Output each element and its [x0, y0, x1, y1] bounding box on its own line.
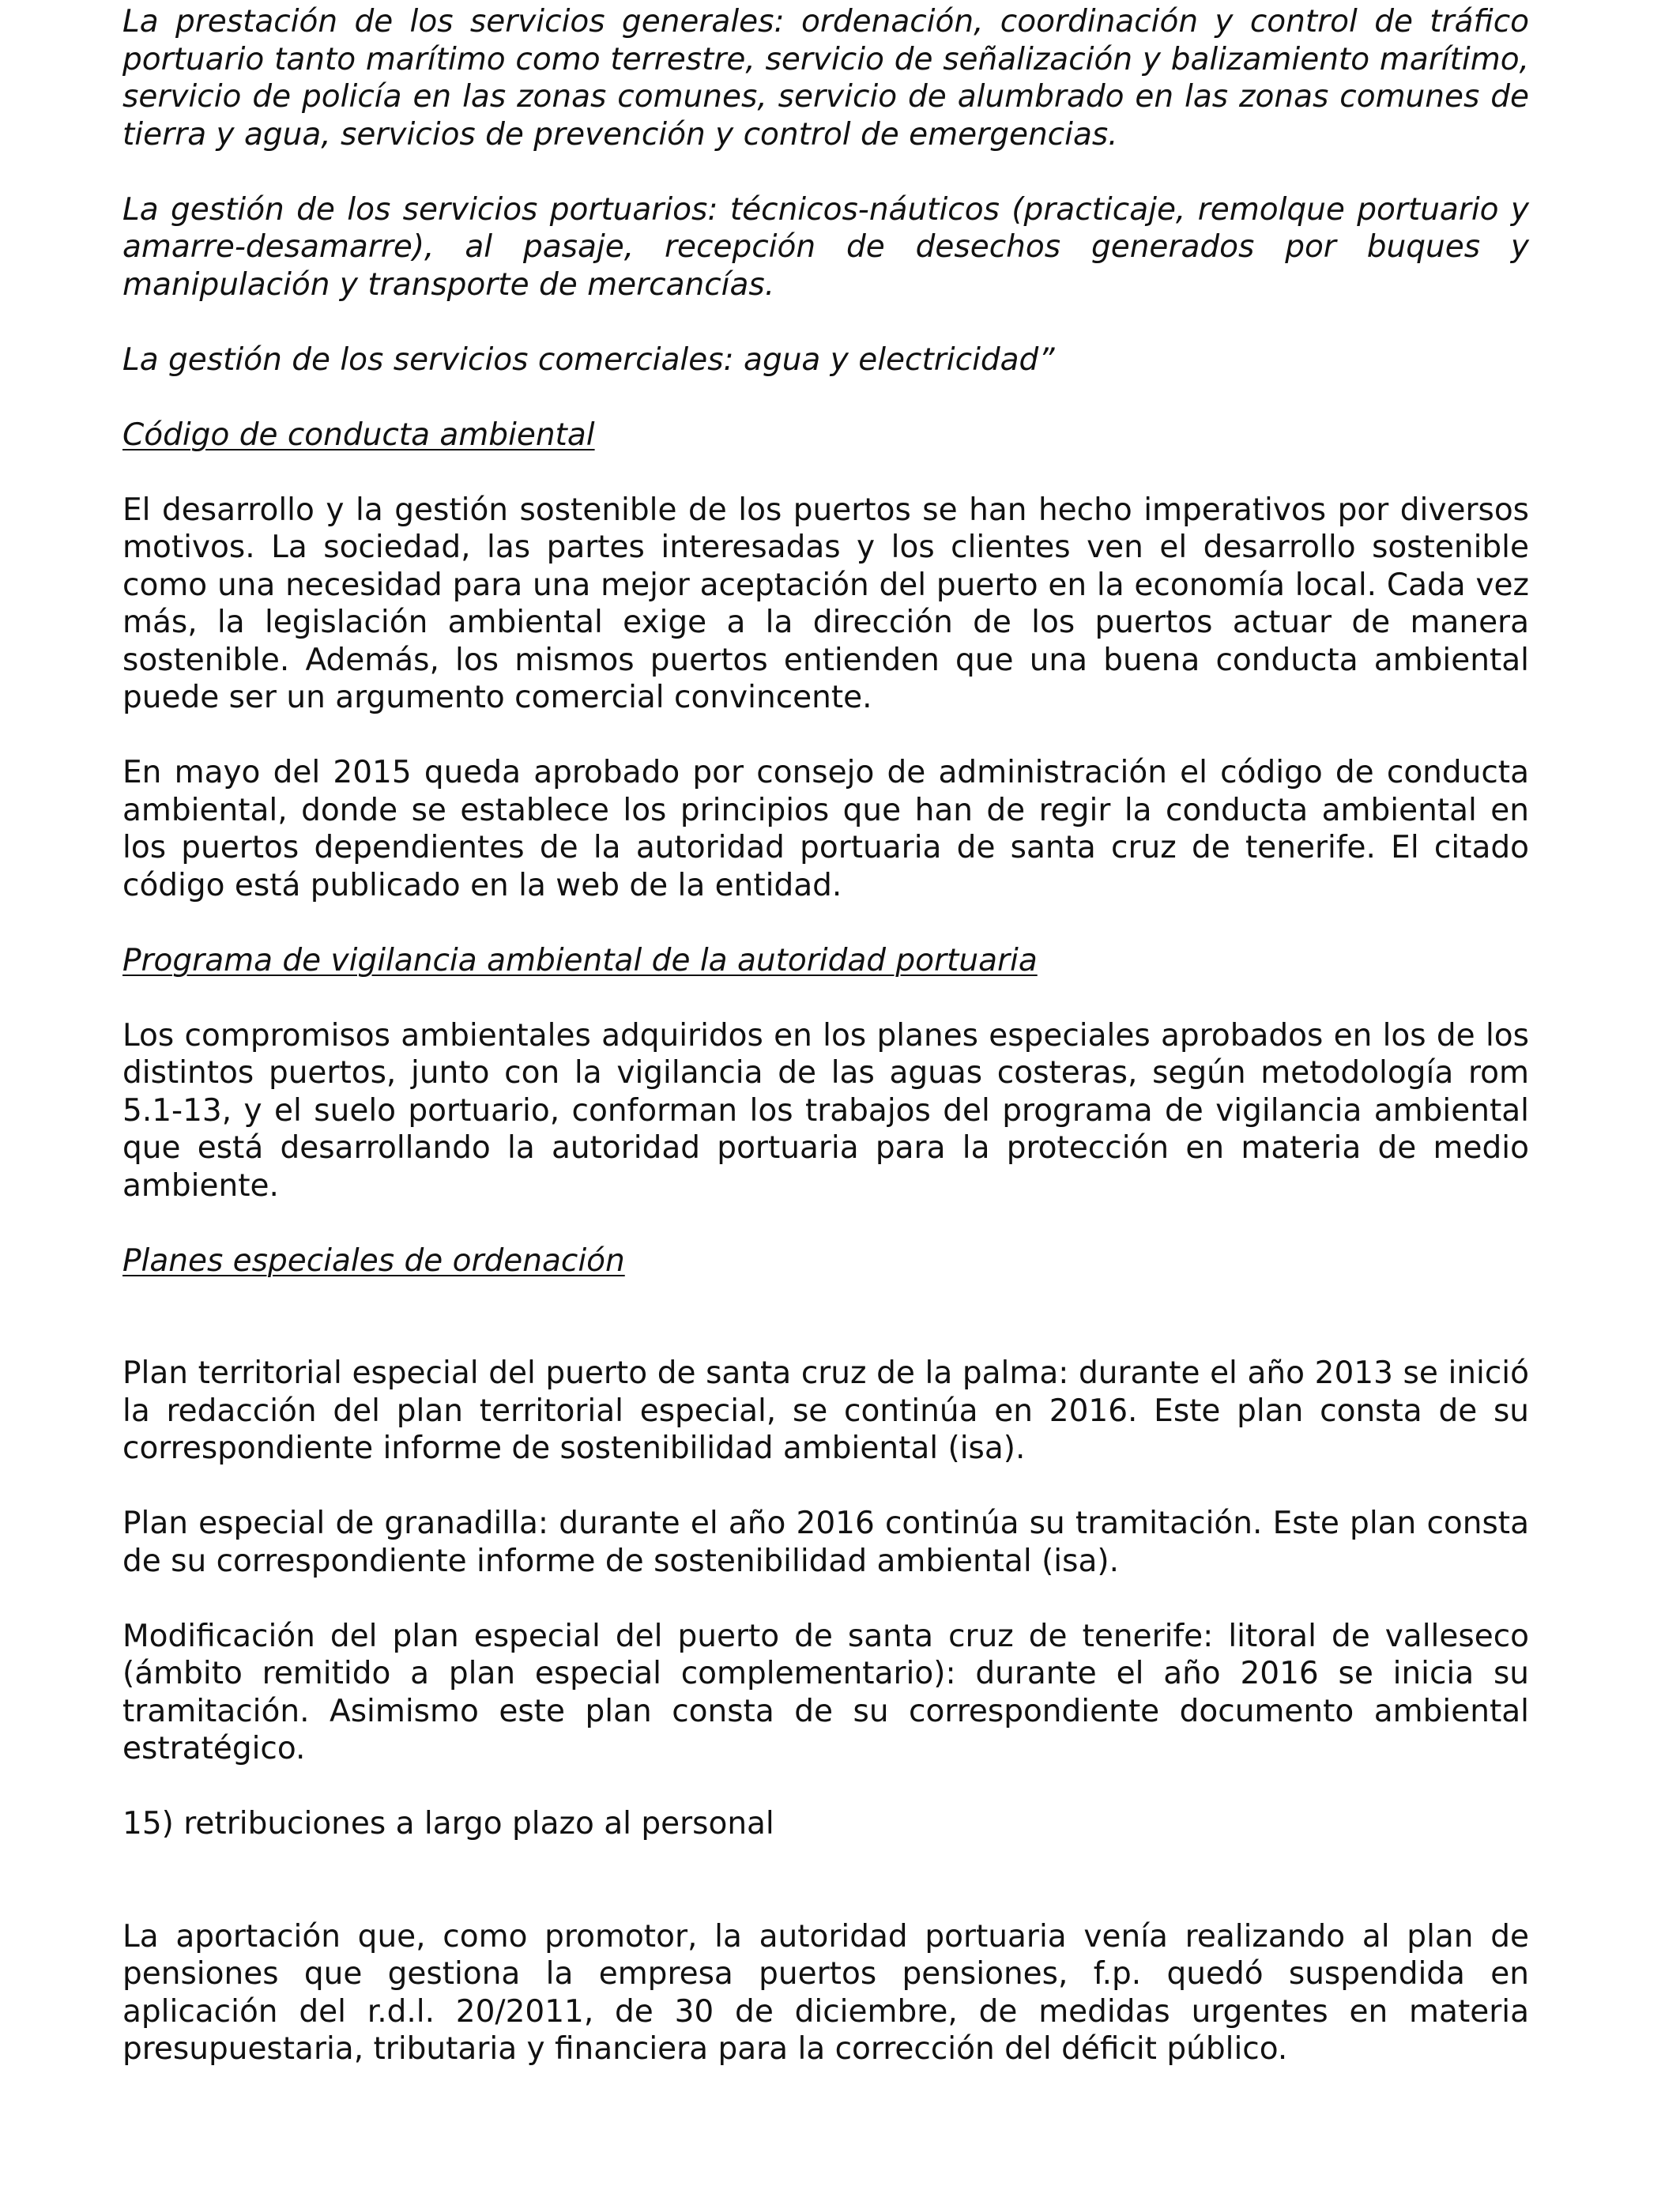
intro-paragraph-servicios-generales: La prestación de los servicios generales: ordenación, coordinación y control de tráfico portuario tanto marítimo como terrestre, servicio de señalización y balizamiento marítimo, servicio de policía en las zonas comunes, servicio de alumbrado en las zonas comunes de tierra y agua, servicios de prevención y control de emergencias.	[122, 4, 1529, 153]
intro-paragraph-servicios-portuarios: La gestión de los servicios portuarios: técnicos-náuticos (practicaje, remolque portuario y amarre-desamarre), al pasaje, recepción de desechos generados por buques y manipulación y transporte de mercancías.	[122, 191, 1529, 303]
paragraph-retribuciones-aportacion: La aportación que, como promotor, la autoridad portuaria venía realizando al plan de pensiones que gestiona la empresa puertos pensiones, f.p. quedó suspendida en aplicación del r.d.l. 20/2011, de 30 de diciembre, de medidas urgentes en materia presupuestaria, tributaria y financiera para la corrección del déficit público.	[122, 1918, 1529, 2067]
paragraph-plan-santa-cruz-palma: Plan territorial especial del puerto de santa cruz de la palma: durante el año 2013 se inició la redacción del plan territorial especial, se continúa en 2016. Este plan consta de su correspondiente informe de sostenibilidad ambiental (isa).	[122, 1355, 1529, 1466]
paragraph-plan-valleseco: Modificación del plan especial del puerto de santa cruz de tenerife: litoral de valleseco (ámbito remitido a plan especial complementario): durante el año 2016 se inicia su tramitación. Asimismo este plan consta de su correspondiente documento ambiental estratégico.	[122, 1618, 1529, 1766]
section-heading-codigo-conducta: Código de conducta ambiental	[122, 417, 595, 453]
paragraph-plan-granadilla: Plan especial de granadilla: durante el año 2016 continúa su tramitación. Este plan consta de su correspondiente informe de sostenibilidad ambiental (isa).	[122, 1506, 1529, 1579]
section-heading-retribuciones: 15) retribuciones a largo plazo al personal	[122, 1806, 774, 1842]
intro-paragraph-servicios-comerciales: La gestión de los servicios comerciales: agua y electricidad”	[122, 341, 1055, 378]
paragraph-codigo-desarrollo: El desarrollo y la gestión sostenible de los puertos se han hecho imperativos por diversos motivos. La sociedad, las partes interesadas y los clientes ven el desarrollo sostenible como una necesidad para una mejor aceptación del puerto en la economía local. Cada vez más, la legislación ambiental exige a la dirección de los puertos actuar de manera sostenible. Además, los mismos puertos entienden que una buena conducta ambiental puede ser un argumento comercial convincente.	[122, 492, 1529, 715]
section-heading-programa-vigilancia: Programa de vigilancia ambiental de la autoridad portuaria	[122, 942, 1038, 978]
document-page	[122, 3, 1529, 2068]
section-heading-planes-especiales: Planes especiales de ordenación	[122, 1242, 625, 1279]
paragraph-codigo-aprobacion: En mayo del 2015 queda aprobado por consejo de administración el código de conducta ambiental, donde se establece los principios que han de regir la conducta ambiental en los puertos dependientes de la autoridad portuaria de santa cruz de tenerife. El citado código está publicado en la web de la entidad.	[122, 755, 1529, 903]
paragraph-programa-compromisos: Los compromisos ambientales adquiridos en los planes especiales aprobados en los de los distintos puertos, junto con la vigilancia de las aguas costeras, según metodología rom 5.1-13, y el suelo portuario, conforman los trabajos del programa de vigilancia ambiental que está desarrollando la autoridad portuaria para la protección en materia de medio ambiente.	[122, 1017, 1529, 1204]
